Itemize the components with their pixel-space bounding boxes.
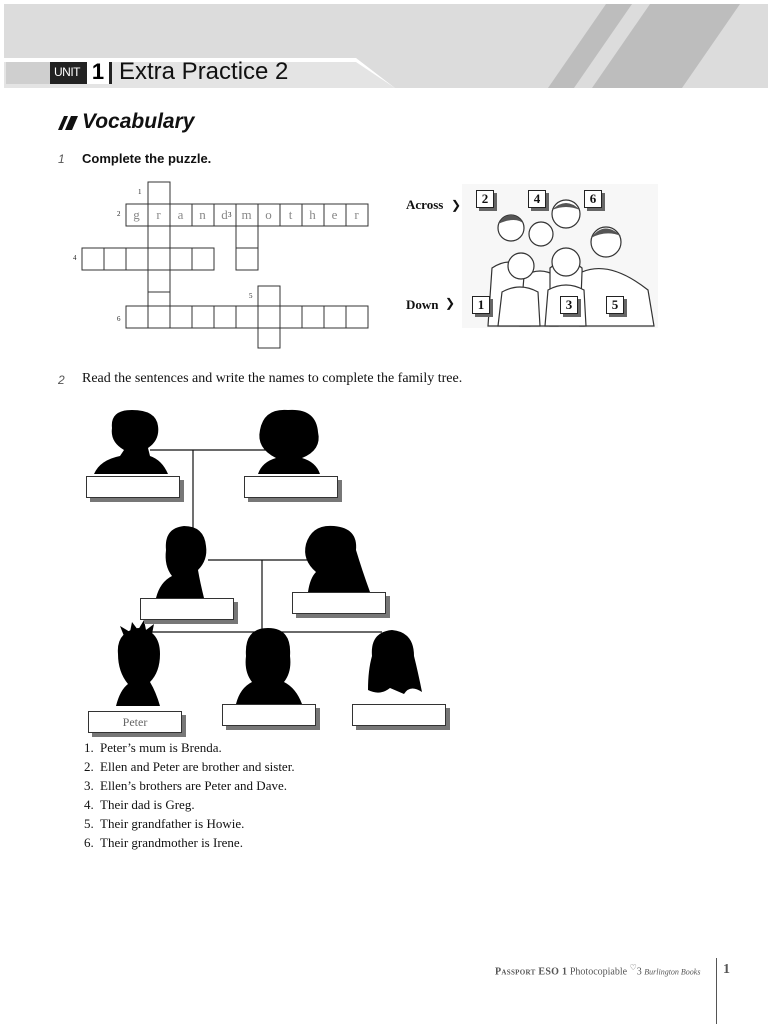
down-arrow-icon: ❯ [445,296,456,310]
across-number: 4 [528,190,546,208]
name-box-father[interactable] [140,598,234,620]
filled-letter: h [309,207,317,222]
name-box-grandfather[interactable] [86,476,180,498]
filled-letter: r [156,207,162,222]
footer-text: Photocopiable [569,966,628,978]
filled-letter: a [177,207,185,222]
crossword-cells [70,178,380,350]
down-number: 5 [606,296,624,314]
clue-number: 2 [117,210,121,218]
down-number: 1 [472,296,490,314]
family-picture-clue [400,180,660,330]
page-title: Extra Practice 2 [119,58,289,85]
across-number: 6 [584,190,602,208]
footer-divider [716,958,717,1024]
section-title: Vocabulary [82,110,195,133]
filled-letter: o [265,207,273,222]
clue-number: 1 [138,188,142,196]
filled-letter: t [288,207,294,222]
list-item: 4. Their dad is Greg. [84,797,195,812]
unit-number: 1 [87,60,109,84]
page-number: 1 [723,962,730,977]
silhouettes [94,410,422,706]
exercise-instruction: Complete the puzzle. [82,151,212,166]
section-marker-icon [58,116,78,130]
filled-letter: m [241,207,253,222]
exercise-number: 1 [58,152,65,166]
down-number: 3 [560,296,578,314]
clue-number: 5 [249,292,253,300]
family-tree-lines [80,400,460,735]
clue-sentences [84,738,295,852]
list-item: 3. Ellen’s brothers are Peter and Dave. [84,778,287,793]
across-number: 2 [476,190,494,208]
list-item: 1. Peter’s mum is Brenda. [84,740,222,755]
heart-icon: ♡ [629,963,637,972]
footer-publisher: Burlington Books [644,967,701,977]
name-box-mother[interactable] [292,592,386,614]
across-label: Across [406,197,444,212]
down-label: Down [406,297,439,312]
across-arrow-icon: ❯ [451,198,462,212]
name-box-brother[interactable] [222,704,316,726]
filled-letter: d [221,207,229,222]
list-item: 2. Ellen and Peter are brother and sister. [84,759,295,774]
list-item: 5. Their grandfather is Howie. [84,816,245,831]
list-item: 6. Their grandmother is Irene. [84,835,243,850]
name-box-sister[interactable] [352,704,446,726]
footer-brand: Passport ESO 1 [495,966,568,978]
name-box-grandmother[interactable] [244,476,338,498]
family-tree [80,400,460,735]
name-box-peter[interactable]: Peter [88,711,182,733]
clue-number: 4 [73,254,77,262]
exercise-number: 2 [58,373,65,387]
unit-label: UNIT [54,65,80,79]
footer-credit [495,963,700,977]
filled-letter: e [331,207,339,222]
clue-number: 6 [117,315,121,323]
footer-number: 3 [636,966,642,978]
exercise-instruction: Read the sentences and write the names to complete the family tree. [82,371,463,386]
filled-letter: r [354,207,360,222]
clue-number: 3 [228,211,232,219]
filled-letter: n [199,207,207,222]
filled-letter: g [133,207,141,222]
crossword-grid [70,178,380,350]
header-banner [0,0,768,88]
